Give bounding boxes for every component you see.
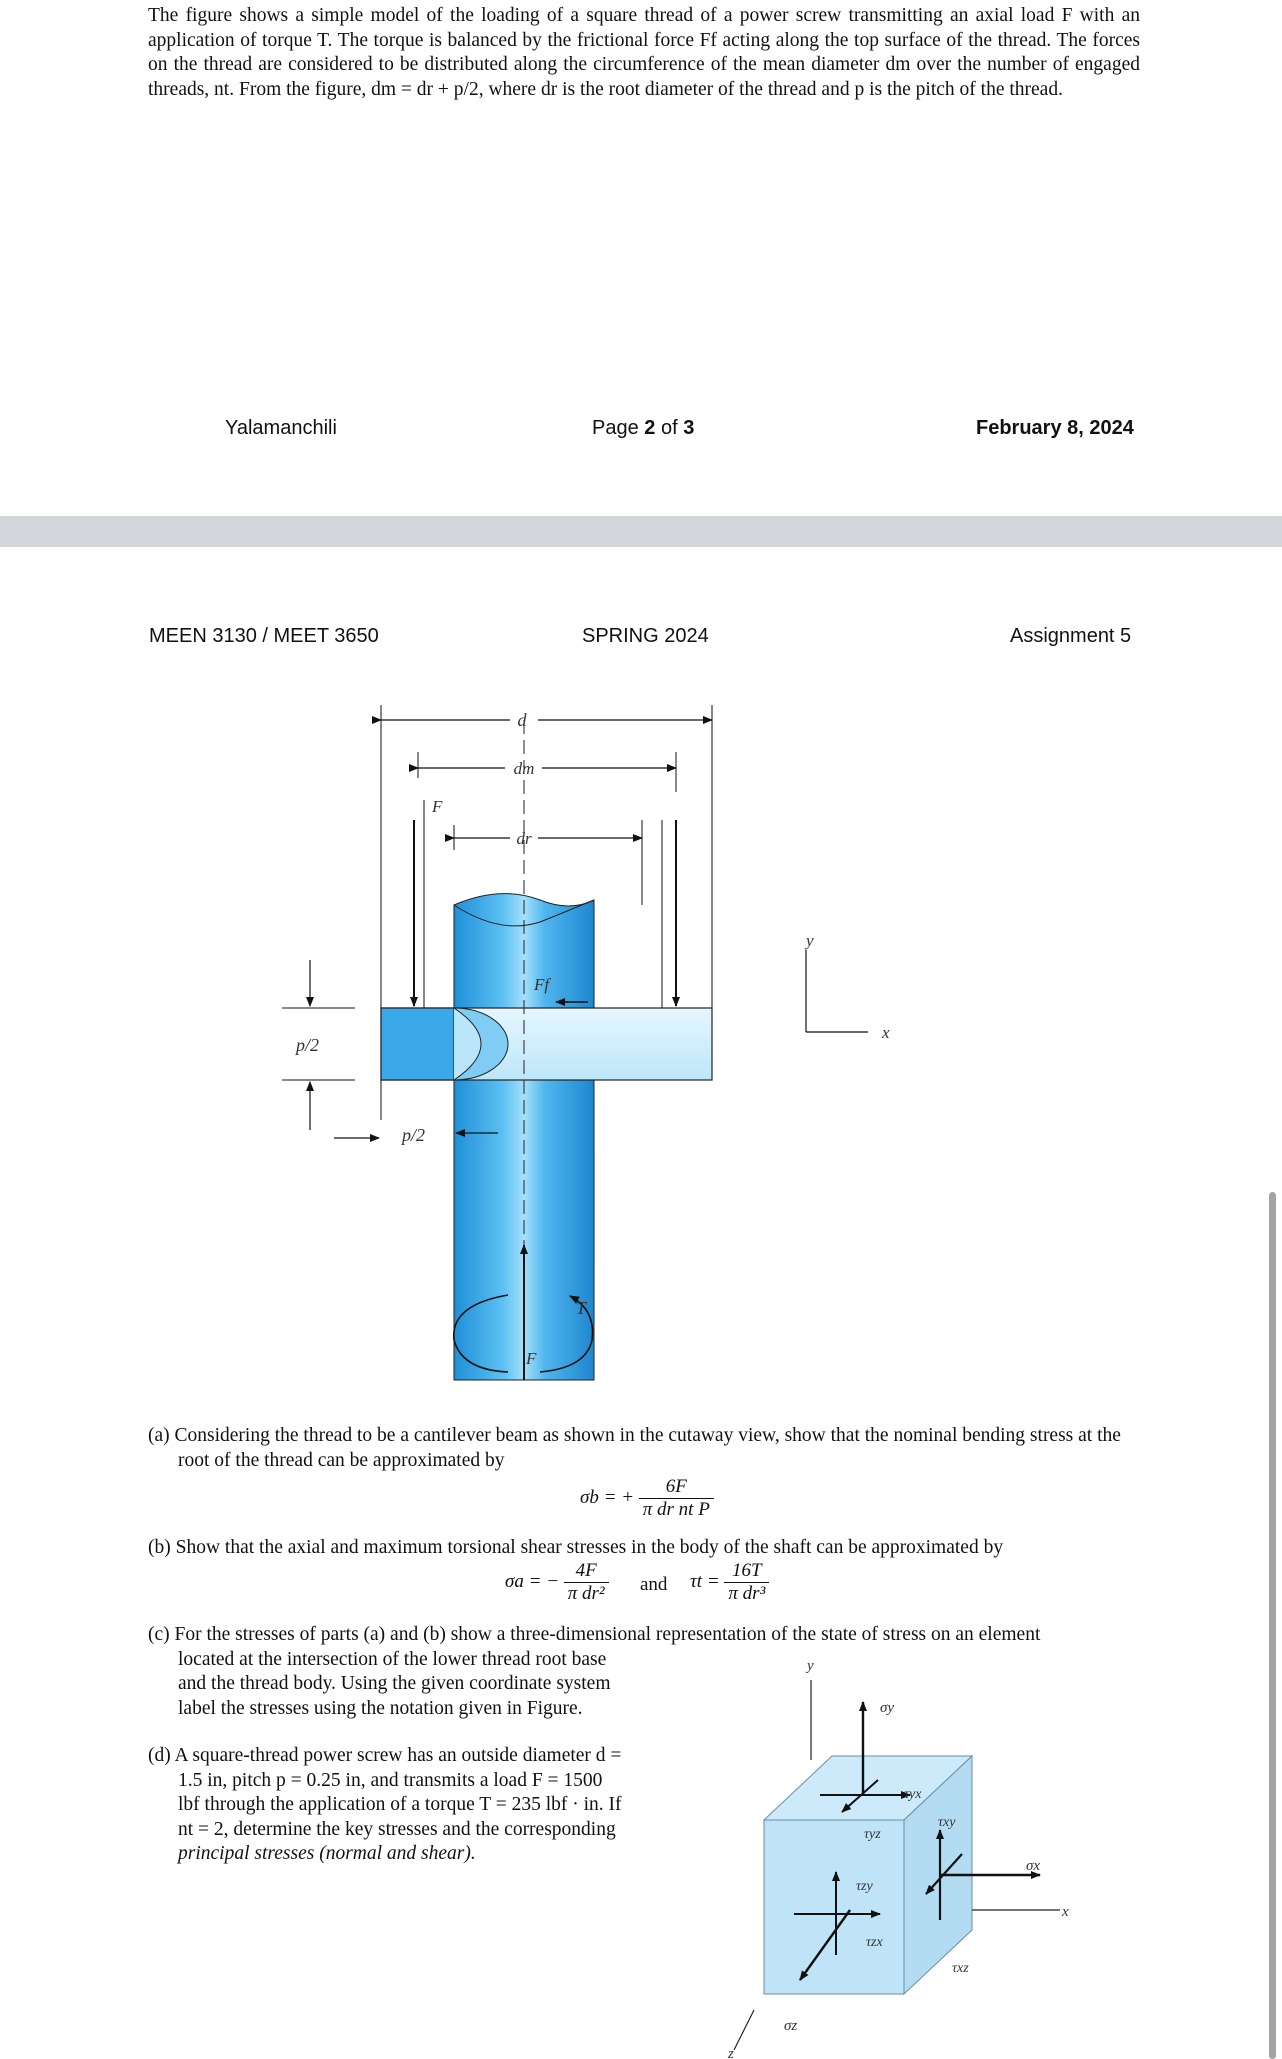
eq-b1-lhs: σa = − (505, 1570, 560, 1592)
equation-torsional-stress (690, 1560, 769, 1605)
cube-label-tau-zx: τzx (866, 1935, 883, 1950)
label-T: T (576, 1298, 587, 1318)
footer-date: February 8, 2024 (976, 417, 1134, 439)
eq-a-num: 6F (639, 1476, 714, 1499)
equation-axial-stress (505, 1560, 609, 1605)
cube-axis-z (734, 2010, 754, 2050)
thread-left-blue (381, 1008, 454, 1080)
cube-label-tau-xz: τxz (952, 1961, 969, 1976)
thread-figure (270, 690, 930, 1410)
question-d-line1: (d) A square-thread power screw has an outside diameter d = (148, 1745, 622, 1766)
question-c-line4: label the stresses using the notation given in Figure. (178, 1697, 583, 1719)
label-F-bottom: F (526, 1349, 537, 1368)
question-a-text: (a) Considering the thread to be a cantilever beam as shown in the cutaway view, show that the nominal bending stress at the root of the thread can be approximated by (148, 1425, 1121, 1471)
cube-label-tau-yx: τyx (904, 1787, 922, 1802)
eq-b2-fraction (724, 1560, 769, 1605)
cube-label-z: z (728, 2046, 734, 2059)
header-term: SPRING 2024 (582, 625, 709, 647)
cube-label-tau-xy: τxy (938, 1815, 956, 1830)
scrollbar-thumb[interactable] (1269, 1192, 1276, 2059)
footer-page-number (592, 417, 694, 440)
eq-b1-fraction (564, 1560, 609, 1605)
eq-b1-num: 4F (564, 1560, 609, 1583)
question-c-line2: located at the intersection of the lower thread root base (178, 1648, 607, 1670)
label-F-top: F (432, 797, 443, 816)
question-d-line3: lbf through the application of a torque T = 235 lbf · in. If (178, 1794, 622, 1815)
cube-label-x: x (1062, 1904, 1069, 1920)
footer-author: Yalamanchili (225, 417, 337, 439)
label-dm: dm (513, 759, 535, 778)
question-d-line2: 1.5 in, pitch p = 0.25 in, and transmits a load F = 1500 (178, 1769, 603, 1791)
question-a (148, 1424, 1138, 1473)
cube-label-y: y (807, 1658, 814, 1674)
label-Ff: Ff (534, 975, 550, 994)
label-p2-left: p/2 (296, 1035, 320, 1055)
cube-front-face (764, 1820, 904, 1994)
page-separator (0, 516, 1282, 547)
eq-a-lhs: σb = + (580, 1486, 635, 1508)
eq-b2-lhs: τt = (690, 1570, 720, 1592)
page-total: 3 (683, 417, 695, 439)
question-c-line1: (c) For the stresses of parts (a) and (b) show a three-dimensional representation of the state of stress on an element (148, 1624, 1041, 1645)
cube-label-sigma-y: σy (880, 1700, 895, 1716)
page-prefix: Page (592, 417, 645, 439)
header-course: MEEN 3130 / MEET 3650 (149, 625, 379, 647)
question-b: (b) Show that the axial and maximum torsional shear stresses in the body of the shaft can be approximated by (148, 1537, 1004, 1558)
cube-label-tau-yz: τyz (864, 1827, 881, 1842)
question-d (148, 1744, 708, 1867)
eq-b2-den: π dr³ (728, 1583, 766, 1604)
equation-bending-stress (580, 1476, 714, 1521)
cube-label-tau-zy: τzy (856, 1879, 873, 1894)
label-dr: dr (516, 829, 532, 848)
intro-paragraph: The figure shows a simple model of the loading of a square thread of a power screw transmitting an axial load F with an application of torque T. The torque is balanced by the frictional force Ff acting along the top surface of the thread. The forces on the thread are considered to be distributed along the circumference of the mean diameter dm over the number of engaged threads, nt. From the figure, dm = dr + p/2, where dr is the root diameter of the thread and p is the pitch of the thread. (148, 5, 1140, 100)
label-d: d (517, 710, 527, 730)
eq-b2-num: 16T (724, 1560, 769, 1583)
cube-label-sigma-z: σz (784, 2018, 798, 2034)
question-c-line3: and the thread body. Using the given coordinate system (178, 1673, 611, 1694)
label-x: x (882, 1023, 890, 1042)
label-y: y (806, 931, 814, 950)
header-assignment: Assignment 5 (1010, 625, 1132, 647)
stress-cube-figure (720, 1650, 1110, 2059)
label-p2-bottom: p/2 (402, 1125, 426, 1145)
question-d-line5: principal stresses (normal and shear). (178, 1843, 476, 1864)
eq-b1-den: π dr² (567, 1583, 605, 1604)
page-mid: of (655, 417, 684, 439)
page-current: 2 (644, 417, 656, 439)
cube-label-sigma-x: σx (1026, 1858, 1041, 1874)
question-d-line4: nt = 2, determine the key stresses and the corresponding (178, 1818, 616, 1840)
eq-a-fraction (639, 1476, 714, 1521)
eq-a-den: π dr nt P (642, 1499, 710, 1520)
equation-and: and (640, 1574, 668, 1595)
